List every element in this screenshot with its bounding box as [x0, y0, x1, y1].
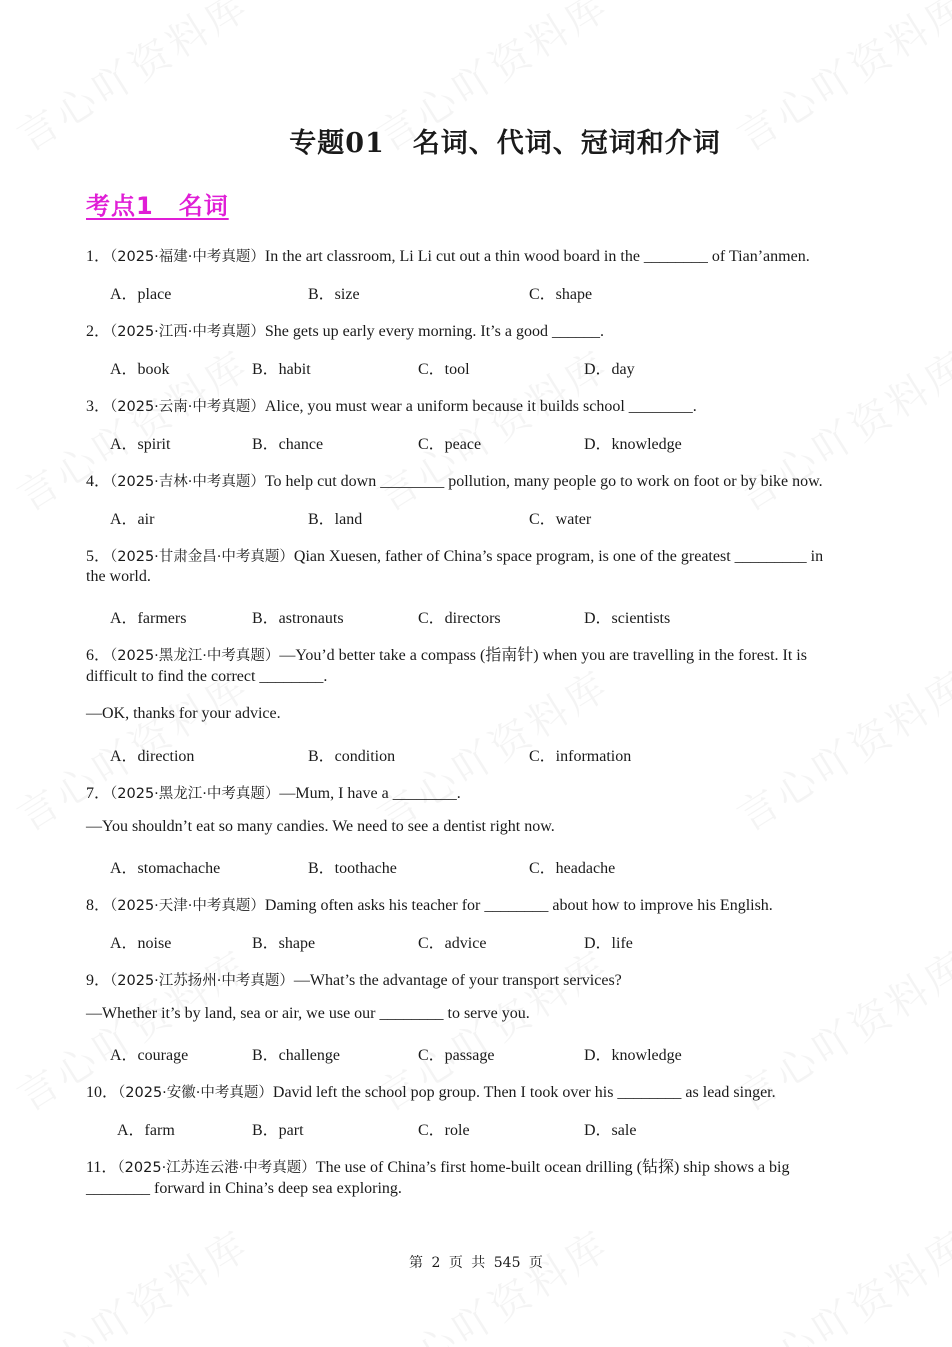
- question-10: 10．（2025·安徽·中考真题）David left the school pop group. Then I took over his ________ as lead singer.: [86, 1084, 776, 1101]
- question-1: 1．（2025·福建·中考真题）In the art classroom, Li Li cut out a thin wood board in the ________ of Tian’anmen.: [86, 248, 810, 265]
- option: D．day: [584, 361, 635, 378]
- option: C．directors: [418, 610, 501, 627]
- option: D．knowledge: [584, 1047, 682, 1064]
- option: C．headache: [529, 860, 616, 877]
- watermark-text: [725, 334, 952, 522]
- option: C．advice: [418, 935, 487, 952]
- option: D．knowledge: [584, 436, 682, 453]
- option: A．air: [110, 511, 155, 528]
- watermark-text: [725, 1214, 952, 1347]
- option: C．shape: [529, 286, 593, 303]
- question-7-reply: —You shouldn’t eat so many candies. We need to see a dentist right now.: [86, 818, 555, 835]
- question-11: 11．（2025·江苏连云港·中考真题）The use of China’s first home-built ocean drilling (钻探) ship shows a big: [86, 1159, 790, 1176]
- option: C．peace: [418, 436, 482, 453]
- option: A．place: [110, 286, 172, 303]
- option: B．condition: [308, 748, 396, 765]
- option: B．habit: [252, 361, 311, 378]
- option: A．direction: [110, 748, 195, 765]
- option: C．tool: [418, 361, 470, 378]
- option: B．astronauts: [252, 610, 344, 627]
- question-2: 2．（2025·江西·中考真题）She gets up early every morning. It’s a good ______.: [86, 323, 604, 340]
- watermark-text: [725, 654, 952, 842]
- question-5-cont: the world.: [86, 568, 151, 585]
- question-6: 6．（2025·黑龙江·中考真题）—You’d better take a compass (指南针) when you are travelling in the forest. It is: [86, 647, 807, 664]
- option: C．role: [418, 1122, 470, 1139]
- watermark-text: [365, 1214, 619, 1347]
- option: B．challenge: [252, 1047, 340, 1064]
- page-footer: 第 2 页 共 545 页: [409, 1255, 543, 1271]
- question-3: 3．（2025·云南·中考真题）Alice, you must wear a uniform because it builds school ________.: [86, 398, 697, 415]
- page-title: 专题01 名词、代词、冠词和介词: [289, 128, 721, 159]
- option: B．land: [308, 511, 363, 528]
- question-7: 7．（2025·黑龙江·中考真题）—Mum, I have a ________.: [86, 785, 461, 802]
- option: A．noise: [110, 935, 172, 952]
- option: C．information: [529, 748, 632, 765]
- option: A．farmers: [110, 610, 187, 627]
- option: B．size: [308, 286, 360, 303]
- option: B．part: [252, 1122, 304, 1139]
- option: D．life: [584, 935, 633, 952]
- option: D．scientists: [584, 610, 671, 627]
- question-9: 9．（2025·江苏扬州·中考真题）—What’s the advantage of your transport services?: [86, 972, 622, 989]
- option: A．courage: [110, 1047, 189, 1064]
- option: B．shape: [252, 935, 316, 952]
- option: B．toothache: [308, 860, 397, 877]
- option: B．chance: [252, 436, 324, 453]
- question-4: 4．（2025·吉林·中考真题）To help cut down ________ pollution, many people go to work on foot or by bike now.: [86, 473, 823, 490]
- question-8: 8．（2025·天津·中考真题）Daming often asks his teacher for ________ about how to improve his English.: [86, 897, 773, 914]
- option: C．passage: [418, 1047, 495, 1064]
- question-6-reply: —OK, thanks for your advice.: [86, 705, 281, 722]
- question-9-reply: —Whether it’s by land, sea or air, we use our ________ to serve you.: [86, 1005, 530, 1022]
- option: D．sale: [584, 1122, 637, 1139]
- watermark-text: [365, 334, 619, 522]
- watermark-text: [5, 1214, 259, 1347]
- option: A．book: [110, 361, 170, 378]
- section-heading: 考点1 名词: [86, 192, 229, 220]
- option: A．spirit: [110, 436, 171, 453]
- question-6-cont: difficult to find the correct ________.: [86, 668, 328, 685]
- option: C．water: [529, 511, 592, 528]
- option: A．stomachache: [110, 860, 221, 877]
- option: A．farm: [117, 1122, 175, 1139]
- question-5: 5．（2025·甘肃金昌·中考真题）Qian Xuesen, father of China’s space program, is one of the greatest _________ in: [86, 548, 824, 565]
- question-11-cont: ________ forward in China’s deep sea exploring.: [86, 1180, 402, 1197]
